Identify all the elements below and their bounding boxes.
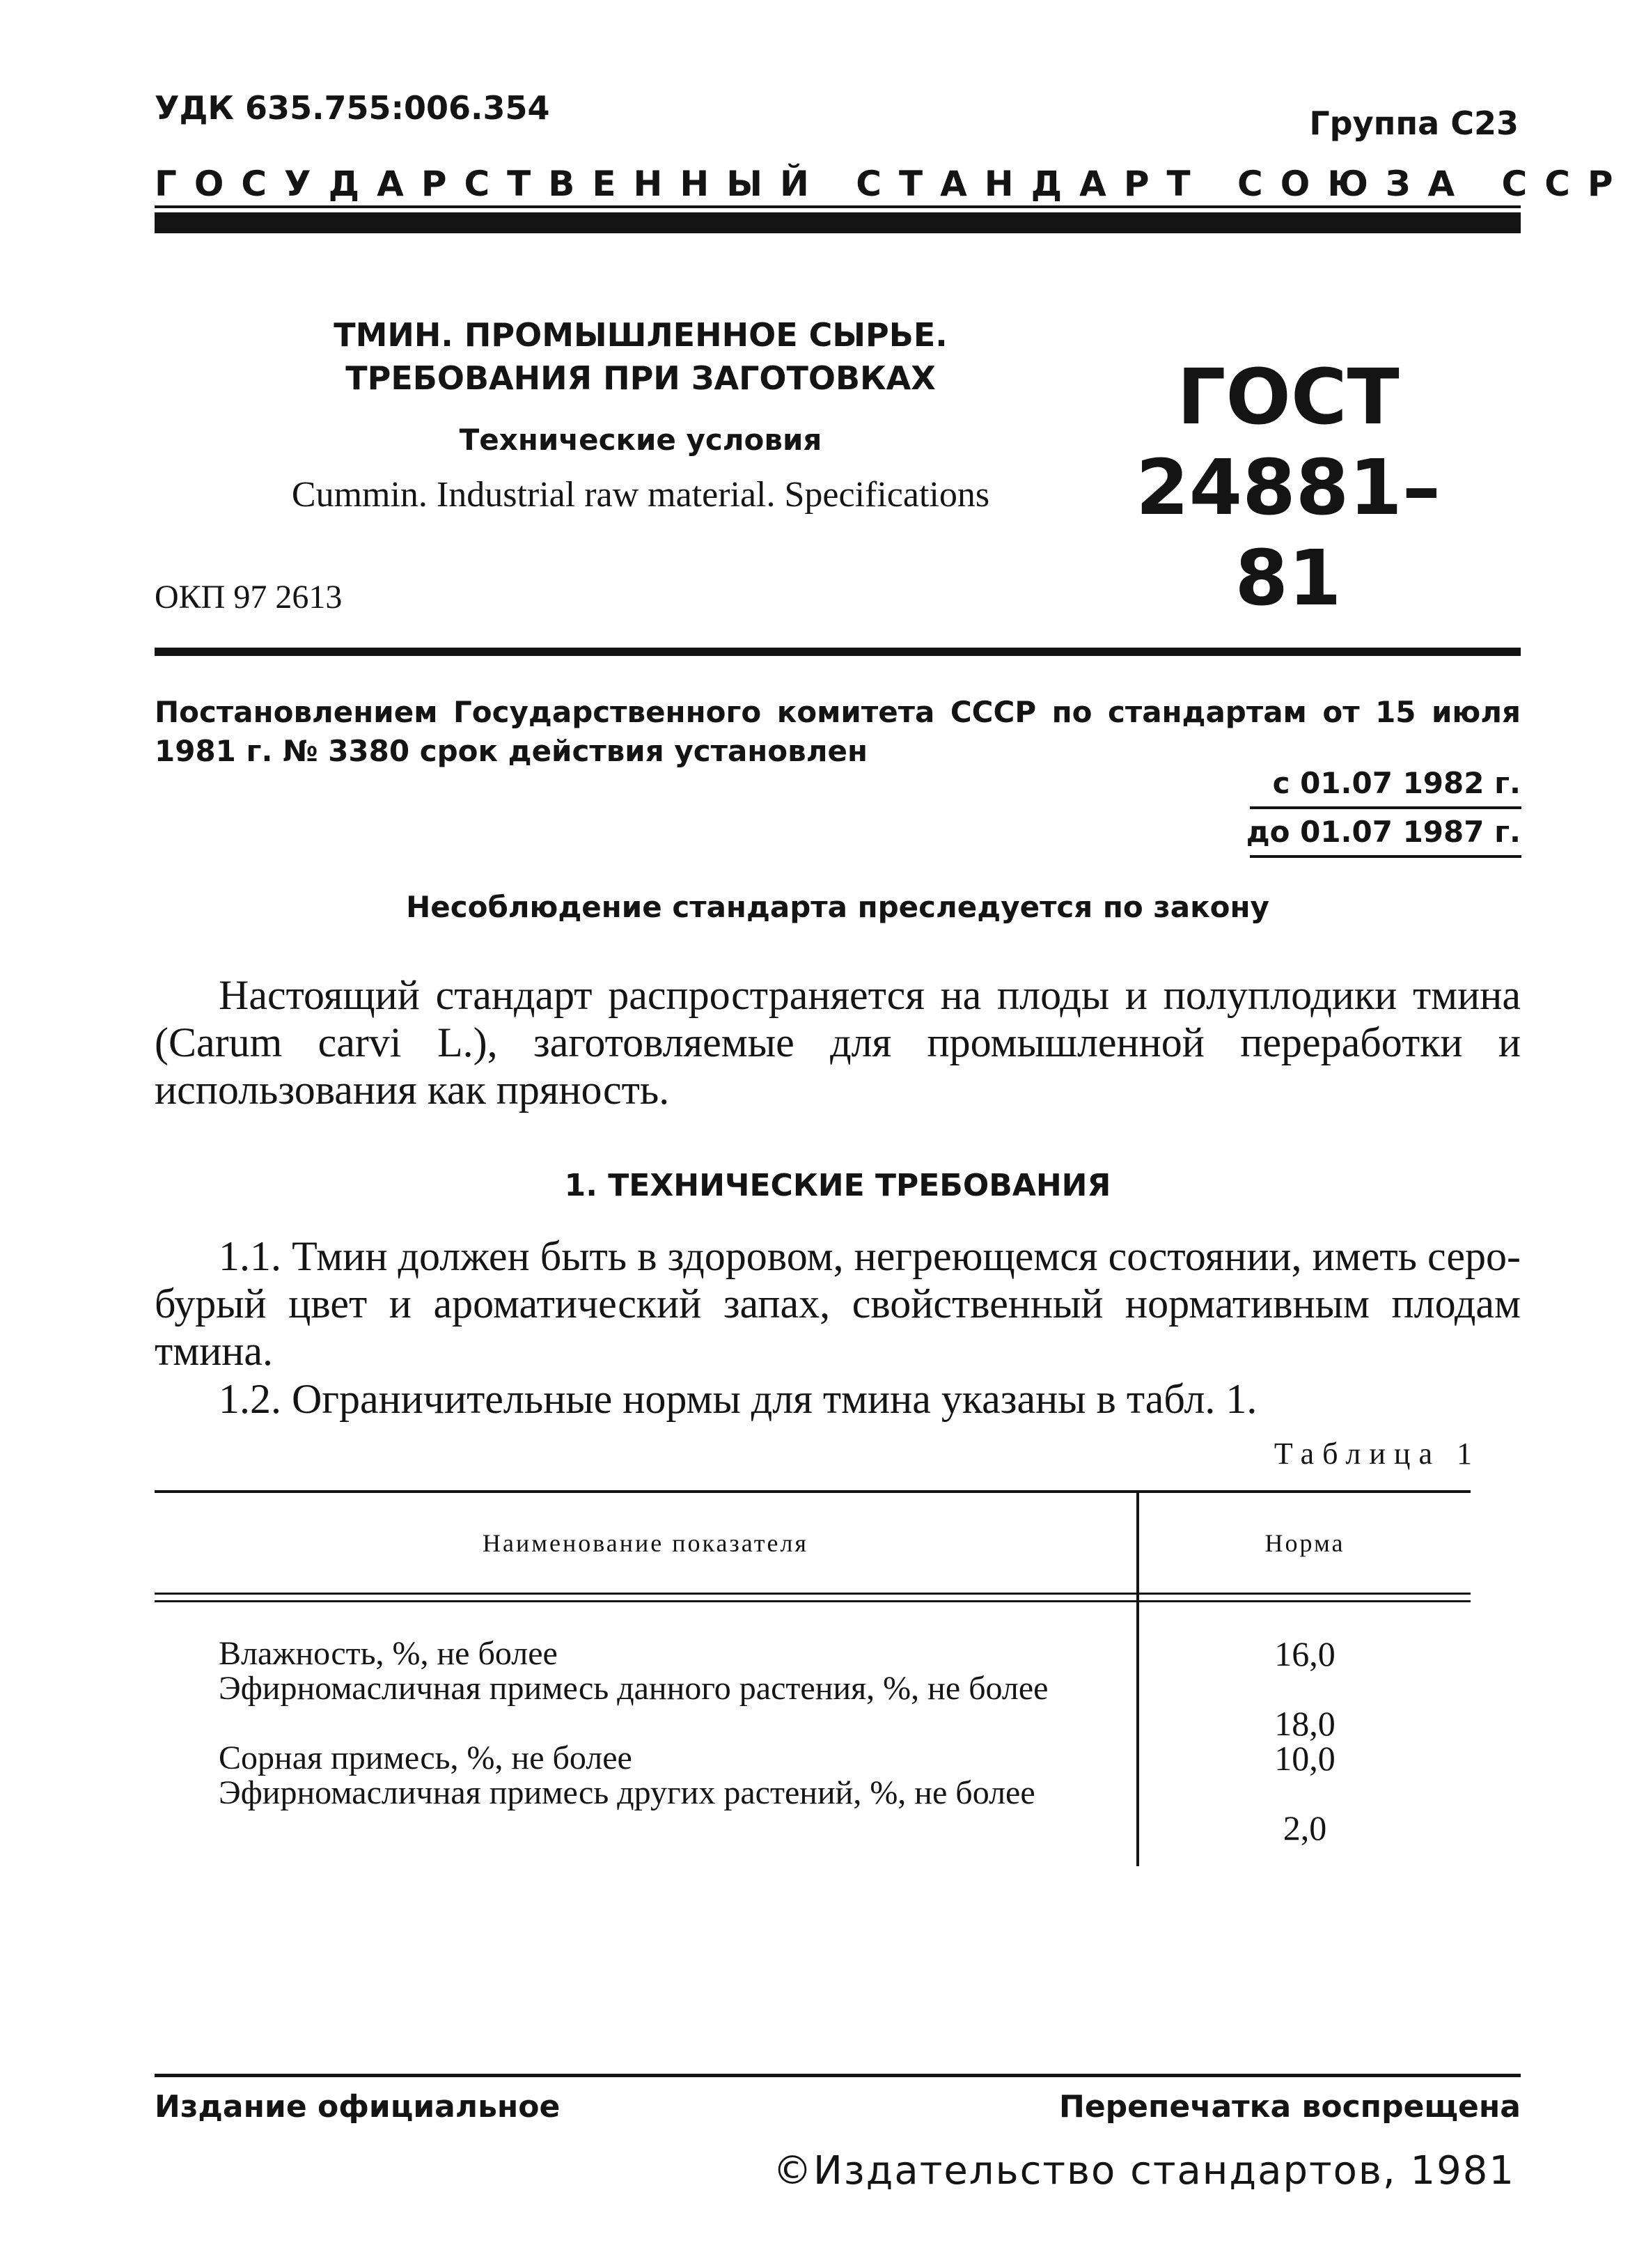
gost-word: ГОСТ	[1177, 352, 1400, 441]
title-line-2: ТРЕБОВАНИЯ ПРИ ЗАГОТОВКАХ	[345, 359, 936, 397]
table-row-value: 10,0	[1274, 1739, 1336, 1778]
table-row-value: 18,0	[1274, 1704, 1336, 1743]
okp-code: ОКП 97 2613	[155, 579, 343, 616]
table-top-rule	[155, 1490, 1471, 1493]
validity-to-underline	[1250, 855, 1521, 858]
intro-paragraph: Настоящий стандарт распространяется на плоды и полуплодики тмина (Carum carvi L.), заготовляемые для промышленной переработки и использования как пряность.	[155, 972, 1521, 1113]
table-caption: Таблица 1	[1274, 1437, 1480, 1471]
group-code: Группа С23	[1309, 104, 1519, 142]
header-thin-rule	[155, 205, 1521, 208]
section-heading: 1. ТЕХНИЧЕСКИЕ ТРЕБОВАНИЯ	[564, 1168, 1111, 1203]
table-header-norm: Норма	[1264, 1529, 1345, 1557]
law-notice: Несоблюдение стандарта преследуется по закону	[406, 890, 1269, 924]
clause-1-2: 1.2. Ограничительные нормы для тмина указаны в табл. 1.	[219, 1376, 1258, 1422]
english-title: Cummin. Industrial raw material. Specifications	[291, 475, 990, 515]
clause-1-1: 1.1. Тмин должен быть в здоровом, негреющемся состоянии, иметь серо-бурый цвет и ароматический запах, свойственный нормативным плодам тмина.	[155, 1233, 1521, 1374]
gost-designation	[1114, 352, 1462, 623]
decree-text: Постановлением Государственного комитета СССР по стандартам от 15 июля 1981 г. № 3380 срок действия установлен	[155, 695, 1521, 768]
reprint-prohibited-label: Перепечатка воспрещена	[1059, 2089, 1521, 2125]
validity-to: до 01.07 1987 г.	[1246, 815, 1521, 849]
section-divider	[155, 648, 1521, 656]
gost-number: 24881–81	[1136, 443, 1441, 623]
footer-rule	[155, 2074, 1521, 2077]
table-row-name: Влажность, %, не более	[219, 1635, 558, 1672]
title-line-1: ТМИН. ПРОМЫШЛЕННОЕ СЫРЬЕ.	[334, 316, 948, 354]
table-row-value: 2,0	[1283, 1808, 1327, 1847]
validity-from: с 01.07 1982 г.	[1272, 766, 1521, 800]
table-row-name: Сорная примесь, %, не более	[219, 1739, 632, 1776]
technical-conditions-label: Технические условия	[459, 423, 822, 457]
official-edition-label: Издание официальное	[155, 2089, 561, 2125]
table-header-rule-double	[155, 1600, 1471, 1602]
table-row-value: 16,0	[1274, 1634, 1336, 1673]
validity-from-underline	[1250, 806, 1521, 809]
table-row-name: Эфирномасличная примесь данного растения, %, не более	[219, 1670, 1049, 1707]
table-header-name: Наименование показателя	[483, 1529, 808, 1557]
udk-code: УДК 635.755:006.354	[155, 89, 550, 127]
table-row-name: Эфирномасличная примесь других растений, %, не более	[219, 1774, 1035, 1811]
standard-title-block	[209, 313, 1072, 519]
state-standard-heading: ГОСУДАРСТВЕННЫЙ СТАНДАРТ СОЮЗА ССР	[155, 164, 1631, 204]
header-thick-rule	[155, 212, 1521, 233]
copyright-notice: ©Издательство стандартов, 1981	[773, 2148, 1515, 2193]
table-header-rule	[155, 1593, 1471, 1595]
